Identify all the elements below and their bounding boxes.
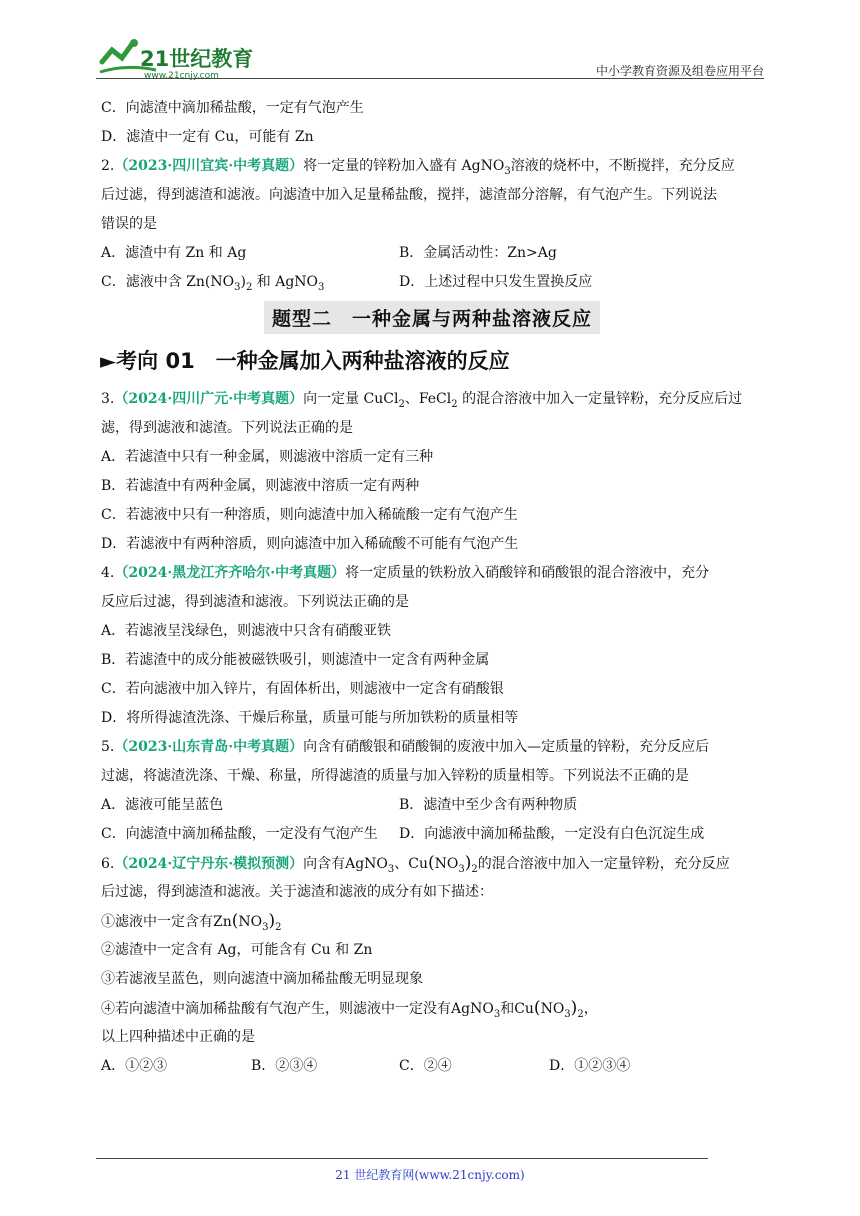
q1-option-c: C．向滤渣中滴加稀盐酸，一定有气泡产生 bbox=[101, 100, 364, 116]
q6-option-b: B．②③④ bbox=[251, 1058, 318, 1074]
q4-option-d: D．将所得滤渣洗涤、干燥后称量，质量可能与所加铁粉的质量相等 bbox=[101, 710, 519, 726]
q4-source: （2024·黑龙江齐齐哈尔·中考真题） bbox=[114, 565, 346, 581]
q6-stem-line2: 后过滤，得到滤渣和滤液。关于滤渣和滤液的成分有如下描述： bbox=[101, 884, 493, 900]
q2-options-row2 bbox=[101, 268, 763, 297]
header-divider bbox=[96, 78, 764, 79]
q6-statement-1: ①滤液中一定含有$Zn(NO_3)_2$ bbox=[101, 911, 282, 933]
q5-option-c: C．向滤渣中滴加稀盐酸，一定没有气泡产生 bbox=[101, 826, 378, 842]
logo-text: 21世纪教育 bbox=[140, 47, 254, 71]
q5-options-row1 bbox=[101, 791, 763, 820]
q3-stem-line1: 3.（2024·四川广元·中考真题）向一定量 CuCl$_2$、FeCl$_2$ 的混合溶液中加入一定量锌粉，充分反应后过 bbox=[101, 391, 743, 410]
topic-heading: ►考向 01 一种金属加入两种盐溶液的反应 bbox=[100, 349, 510, 373]
q6-option-c: C．②④ bbox=[399, 1058, 452, 1074]
q4-stem-line1: 4.（2024·黑龙江齐齐哈尔·中考真题）将一定质量的铁粉放入硝酸锌和硝酸银的混合溶液中，充分 bbox=[101, 565, 710, 581]
q6-statement-2: ②滤渣中一定含有 Ag，可能含有 Cu 和 Zn bbox=[101, 942, 373, 958]
q5-stem-line2: 过滤，将滤渣洗涤、干燥、称量，所得滤渣的质量与加入锌粉的质量相等。下列说法不正确的是 bbox=[101, 768, 689, 784]
q2-stem-a: 将一定量的锌粉加入盛有 AgNO bbox=[303, 158, 505, 174]
q5-options-row2 bbox=[101, 820, 763, 849]
q6-statement-4: ④若向滤渣中滴加稀盐酸有气泡产生，则滤液中一定没有AgNO$_3$和$Cu(NO_3)_2$， bbox=[101, 998, 598, 1020]
q5-stem-line1: 5.（2023·山东青岛·中考真题）向含有硝酸银和硝酸铜的废液中加入—定质量的锌粉，充分反应后 bbox=[101, 739, 710, 755]
q5-option-b: B．滤渣中至少含有两种物质 bbox=[399, 797, 578, 813]
logo-url: www.21cnjy.com bbox=[144, 71, 219, 80]
q6-stem-line1: 6.（2024·辽宁丹东·模拟预测）向含有AgNO$_3$、$Cu(NO_3)_2$的混合溶液中加入一定量锌粉，充分反应 bbox=[101, 853, 730, 875]
q3-stem-line2: 滤，得到滤液和滤渣。下列说法正确的是 bbox=[101, 420, 353, 436]
q2-option-b: B．金属活动性：Zn>Ag bbox=[399, 245, 557, 261]
q2-option-a: A．滤渣中有 Zn 和 Ag bbox=[101, 245, 247, 261]
q4-option-a: A．若滤液呈浅绿色，则滤液中只含有硝酸亚铁 bbox=[101, 623, 392, 639]
q2-sub: 3 bbox=[504, 165, 511, 177]
footer-divider bbox=[96, 1158, 708, 1159]
q2-stem-line2: 后过滤，得到滤渣和滤液。向滤渣中加入足量稀盐酸，搅拌，滤渣部分溶解，有气泡产生。下列说法 bbox=[101, 187, 717, 203]
q2-stem-b: 溶液的烧杯中，不断搅拌，充分反应 bbox=[510, 158, 735, 174]
q3-option-a: A．若滤渣中只有一种金属，则滤液中溶质一定有三种 bbox=[101, 449, 434, 465]
q6-source: （2024·辽宁丹东·模拟预测） bbox=[114, 856, 304, 872]
q2-source: （2023·四川宜宾·中考真题） bbox=[114, 158, 304, 174]
footer-text[interactable]: 21 世纪教育网(www.21cnjy.com) bbox=[335, 1168, 525, 1182]
q4-stem-line2: 反应后过滤，得到滤渣和滤液。下列说法正确的是 bbox=[101, 594, 409, 610]
q2-stem-line3: 错误的是 bbox=[101, 216, 157, 232]
q6-ask: 以上四种描述中正确的是 bbox=[101, 1029, 255, 1045]
q3-option-d: D．若滤液中有两种溶质，则向滤渣中加入稀硫酸不可能有气泡产生 bbox=[101, 536, 519, 552]
q2-stem-line1 bbox=[101, 152, 763, 181]
q2-options-row1 bbox=[101, 239, 763, 268]
q6-statement-3: ③若滤液呈蓝色，则向滤渣中滴加稀盐酸无明显现象 bbox=[101, 971, 423, 987]
q6-option-d: D．①②③④ bbox=[549, 1058, 631, 1074]
q5-option-a: A．滤液可能呈蓝色 bbox=[101, 797, 224, 813]
question-content bbox=[101, 94, 763, 1081]
q5-source: （2023·山东青岛·中考真题） bbox=[114, 739, 304, 755]
platform-name: 中小学教育资源及组卷应用平台 bbox=[595, 64, 764, 78]
q3-source: （2024·四川广元·中考真题） bbox=[114, 391, 304, 407]
q2-option-c: C．滤液中含 $Zn(NO_3)_2$ 和 AgNO$_3$ bbox=[101, 274, 325, 293]
q1-option-d: D．滤渣中一定有 Cu，可能有 Zn bbox=[101, 129, 314, 145]
q5-option-d: D．向滤液中滴加稀盐酸，一定没有白色沉淀生成 bbox=[399, 826, 705, 842]
site-logo bbox=[96, 36, 266, 80]
q4-option-b: B．若滤渣中的成分能被磁铁吸引，则滤渣中一定含有两种金属 bbox=[101, 652, 490, 668]
q3-option-b: B．若滤渣中有两种金属，则滤液中溶质一定有两种 bbox=[101, 478, 420, 494]
page-header bbox=[96, 28, 764, 80]
q4-option-c: C．若向滤液中加入锌片，有固体析出，则滤液中一定含有硝酸银 bbox=[101, 681, 504, 697]
q6-options bbox=[101, 1052, 763, 1081]
q6-option-a: A．①②③ bbox=[101, 1058, 168, 1074]
q2-number: 2. bbox=[101, 158, 115, 174]
q3-option-c: C．若滤液中只有一种溶质，则向滤渣中加入稀硫酸一定有气泡产生 bbox=[101, 507, 518, 523]
section-title: 题型二 一种金属与两种盐溶液反应 bbox=[101, 301, 763, 339]
q2-option-d: D．上述过程中只发生置换反应 bbox=[399, 274, 593, 290]
